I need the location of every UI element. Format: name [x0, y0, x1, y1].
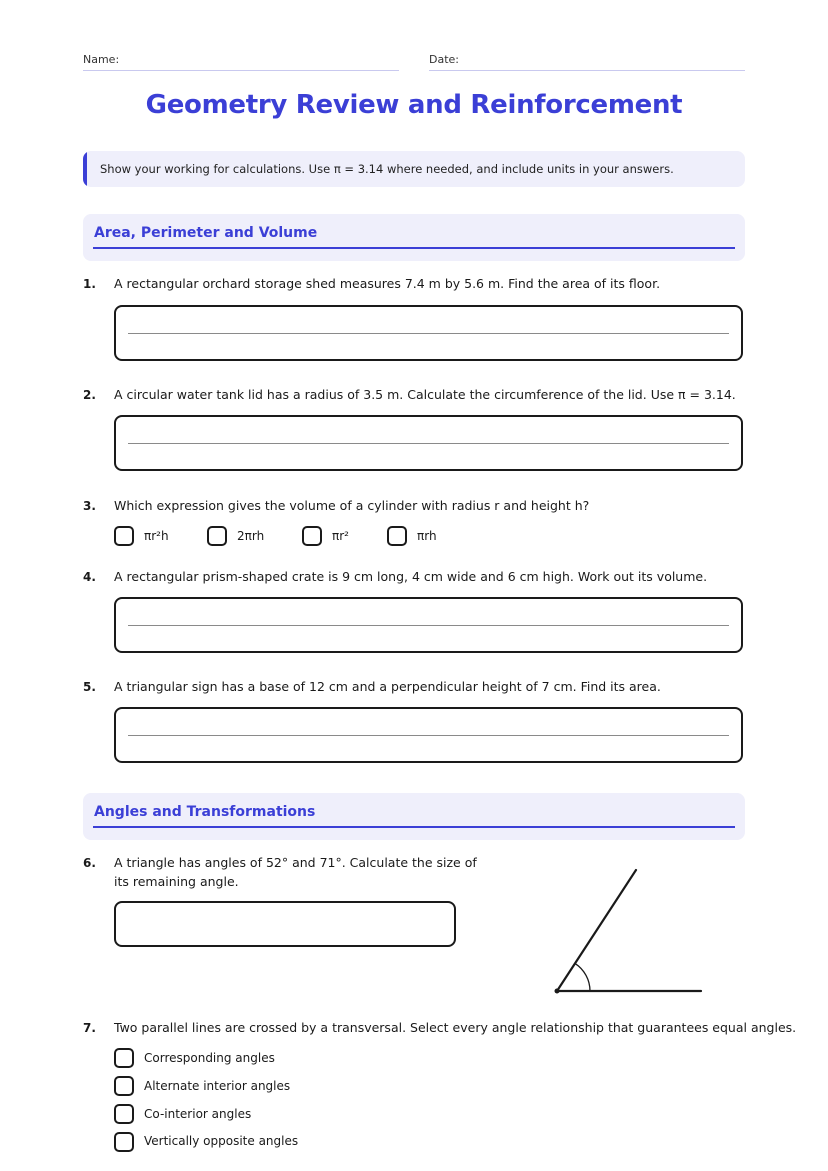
section-rule	[93, 247, 735, 249]
question-text: A rectangular orchard storage shed measures 7.4 m by 5.6 m. Find the area of its floor.	[114, 276, 661, 291]
checkbox[interactable]	[387, 526, 407, 546]
instructions-panel	[83, 151, 745, 187]
answer-box[interactable]	[114, 415, 743, 471]
question-text: A triangle has angles of 52° and 71°. Calculate the size of	[114, 855, 477, 870]
checkbox[interactable]	[114, 526, 134, 546]
answer-line	[128, 735, 729, 736]
checkbox[interactable]	[114, 1104, 134, 1124]
section-rule	[93, 826, 735, 828]
section-header-area	[83, 214, 745, 261]
option-label: Vertically opposite angles	[144, 1134, 299, 1148]
instructions-accent-bar	[83, 151, 87, 187]
answer-box[interactable]	[114, 901, 456, 947]
answer-box[interactable]	[114, 597, 743, 653]
question-text: Two parallel lines are crossed by a transversal. Select every angle relationship that guarantees equal angles.	[114, 1020, 797, 1035]
question-text: its remaining angle.	[114, 874, 239, 889]
instructions-text: Show your working for calculations. Use π = 3.14 where needed, and include units in your answers.	[100, 162, 674, 176]
question-text: A circular water tank lid has a radius of 3.5 m. Calculate the circumference of the lid. Use π = 3.14.	[114, 387, 736, 402]
question-text: A triangular sign has a base of 12 cm and a perpendicular height of 7 cm. Find its area.	[114, 679, 661, 694]
option-label: Co-interior angles	[144, 1107, 252, 1121]
question-number: 6.	[83, 856, 96, 870]
name-label: Name:	[83, 53, 120, 66]
question-number: 1.	[83, 277, 96, 291]
option-label: πr²	[332, 529, 349, 543]
checkbox[interactable]	[302, 526, 322, 546]
option-label: πrh	[417, 529, 437, 543]
name-field[interactable]	[83, 70, 399, 71]
page-title: Geometry Review and Reinforcement	[145, 90, 683, 120]
angle-arc	[575, 963, 590, 991]
checkbox[interactable]	[114, 1132, 134, 1152]
date-label: Date:	[429, 53, 459, 66]
question-number: 4.	[83, 570, 96, 584]
checkbox[interactable]	[114, 1048, 134, 1068]
section-title: Angles and Transformations	[94, 804, 316, 820]
question-text: A rectangular prism-shaped crate is 9 cm long, 4 cm wide and 6 cm high. Work out its volume.	[114, 569, 708, 584]
section-header-angles	[83, 793, 745, 840]
date-field[interactable]	[429, 70, 745, 71]
checkbox[interactable]	[114, 1076, 134, 1096]
angle-arm	[557, 870, 636, 991]
answer-box[interactable]	[114, 305, 743, 361]
question-number: 3.	[83, 499, 96, 513]
option-label: Corresponding angles	[144, 1051, 275, 1065]
answer-line	[128, 625, 729, 626]
section-title: Area, Perimeter and Volume	[94, 225, 318, 241]
answer-line	[128, 333, 729, 334]
vertex-point	[555, 989, 560, 994]
question-text: Which expression gives the volume of a cylinder with radius r and height h?	[114, 498, 590, 513]
option-label: Alternate interior angles	[144, 1079, 291, 1093]
question-number: 7.	[83, 1021, 96, 1035]
answer-box[interactable]	[114, 707, 743, 763]
checkbox[interactable]	[207, 526, 227, 546]
option-label: πr²h	[144, 529, 169, 543]
question-number: 5.	[83, 680, 96, 694]
question-number: 2.	[83, 388, 96, 402]
option-label: 2πrh	[237, 529, 265, 543]
answer-line	[128, 443, 729, 444]
angle-diagram	[540, 860, 720, 1005]
